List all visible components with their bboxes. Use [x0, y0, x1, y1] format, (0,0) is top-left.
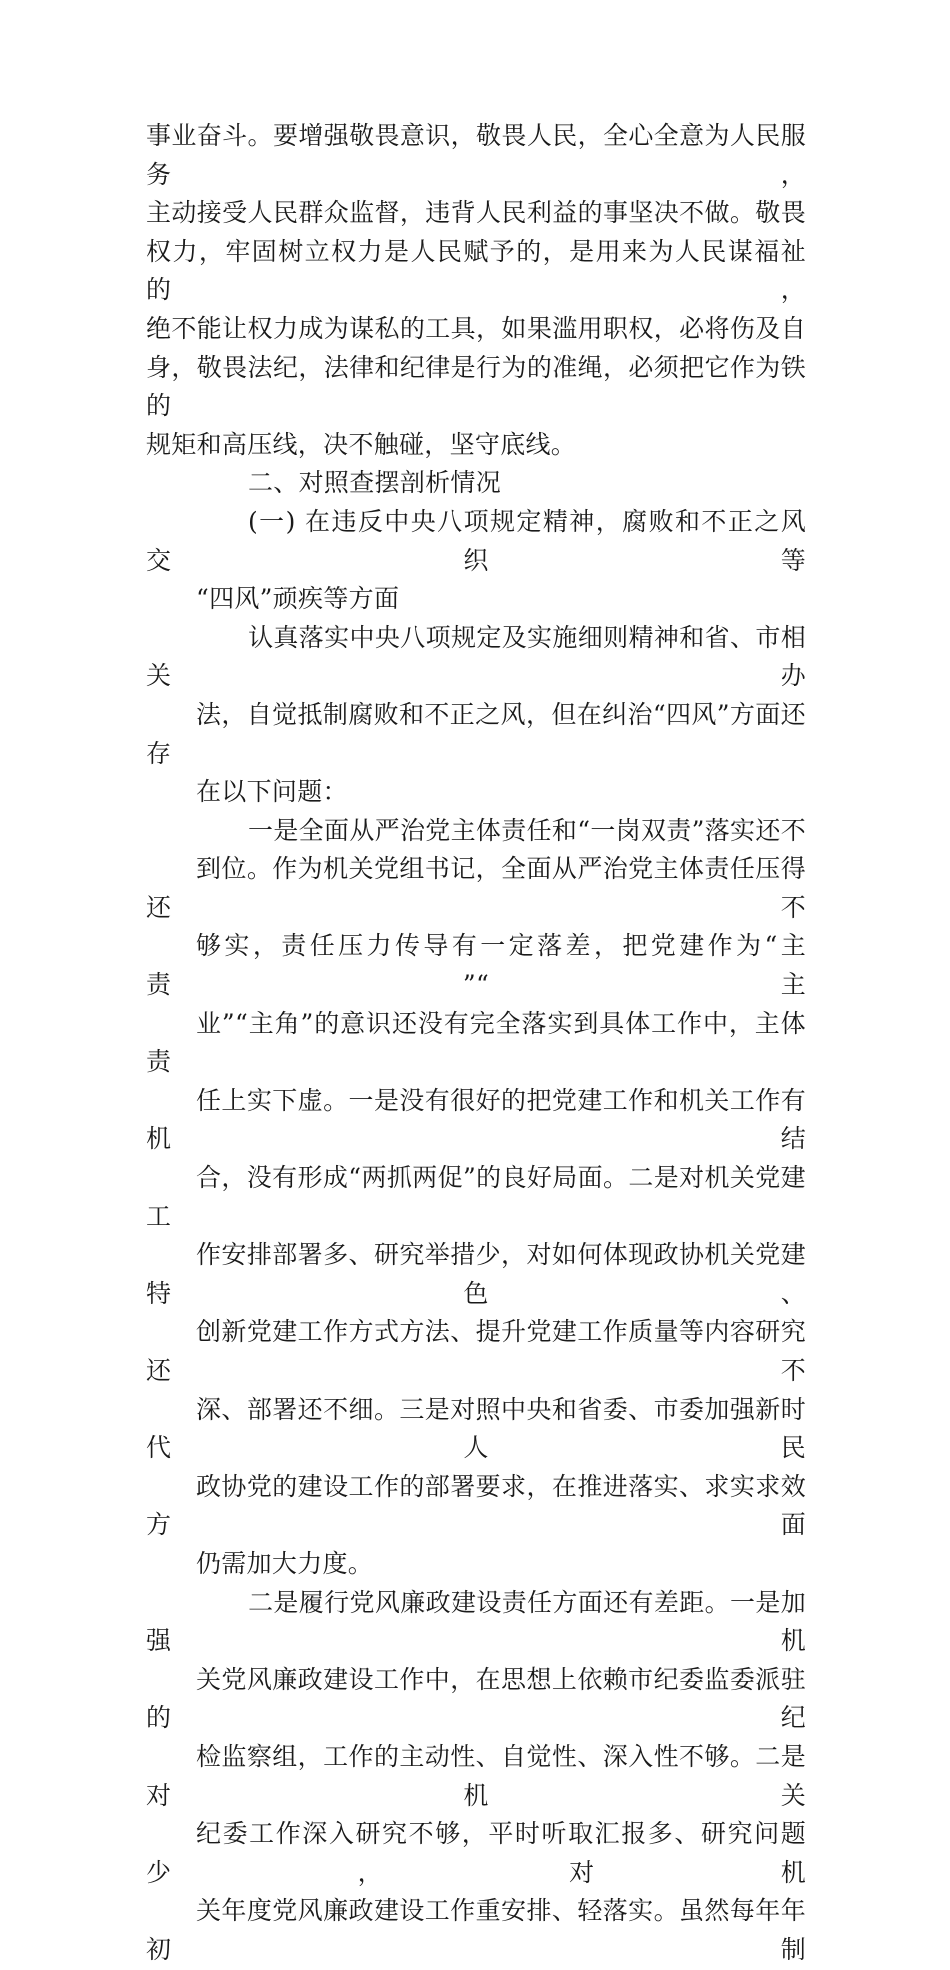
line-text: 二是履行党风廉政建设责任方面还有差距。一是加强机: [146, 1587, 806, 1656]
text-line: 权力，牢固树立权力是人民赋予的，是用来为人民谋福祉的，: [146, 236, 806, 305]
heading-label: 二、对照查摆剖析情况: [248, 468, 502, 498]
text-line: 仍需加大力度。: [196, 1548, 374, 1578]
text-line: 在以下问题：: [196, 777, 348, 807]
line-text: 一是全面从严治党主体责任和“一岗双责”落实还不: [248, 815, 806, 845]
text-line: 到位。作为机关党组书记，全面从严治党主体责任压得还不: [146, 854, 806, 922]
text-line: 作安排部署多、研究举措少，对如何体现政协机关党建特色、: [146, 1240, 806, 1308]
text-line: 绝不能让权力成为谋私的工具，如果滥用职权，必将伤及自: [146, 313, 806, 343]
text-line: 纪委工作深入研究不够，平时听取汇报多、研究问题少，对机: [146, 1819, 806, 1887]
subsection-heading: [146, 503, 806, 619]
text-line: [146, 619, 806, 696]
text-line: 够实，责任压力传导有一定落差，把党建作为“主责”“主: [146, 931, 806, 1000]
paragraph-p5: [146, 812, 806, 1584]
text-line: [146, 503, 806, 580]
text-line: 创新党建工作方式方法、提升党建工作质量等内容研究还不: [146, 1317, 806, 1385]
text-line: [146, 812, 806, 851]
text-line: 事业奋斗。要增强敬畏意识，敬畏人民，全心全意为人民服务，: [146, 121, 806, 189]
text-line: 关党风廉政建设工作中，在思想上依赖市纪委监委派驻的纪: [146, 1664, 806, 1733]
section-heading: [146, 464, 806, 503]
subheading-label: (一) 在违反中央八项规定精神，腐败和不正之风交织等: [146, 506, 806, 575]
paragraph-p1: [146, 117, 806, 464]
text-line: 法，自觉抵制腐败和不正之风，但在纠治“四风”方面还存: [146, 699, 806, 768]
text-line: 规矩和高压线，决不触碰，坚守底线。: [146, 429, 577, 459]
text-line: 关年度党风廉政建设工作重安排、轻落实。虽然每年年初制: [146, 1896, 806, 1964]
text-line: 身，敬畏法纪，法律和纪律是行为的准绳，必须把它作为铁的: [146, 352, 806, 421]
text-line: 政协党的建设工作的部署要求，在推进落实、求实求效方面: [146, 1471, 806, 1540]
heading-text: [146, 464, 806, 503]
text-line: 检监察组，工作的主动性、自觉性、深入性不够。二是对机关: [146, 1741, 806, 1810]
paragraph-p4: [146, 619, 806, 812]
paragraph-p6: [146, 1584, 806, 1970]
text-line: 业”“主角”的意识还没有完全落实到具体工作中，主体责: [146, 1008, 806, 1077]
text-line: 任上实下虚。一是没有很好的把党建工作和机关工作有机结: [146, 1085, 806, 1154]
text-line: “四风”顽疾等方面: [196, 584, 400, 614]
line-text: 认真落实中央八项规定及实施细则精神和省、市相关办: [146, 622, 806, 691]
text-line: 深、部署还不细。三是对照中央和省委、市委加强新时代人民: [146, 1394, 806, 1463]
text-line: [146, 1584, 806, 1661]
document-page: [146, 117, 806, 1970]
text-line: 合，没有形成“两抓两促”的良好局面。二是对机关党建工: [146, 1163, 806, 1231]
text-line: 主动接受人民群众监督，违背人民利益的事坚决不做。敬畏: [146, 198, 806, 228]
